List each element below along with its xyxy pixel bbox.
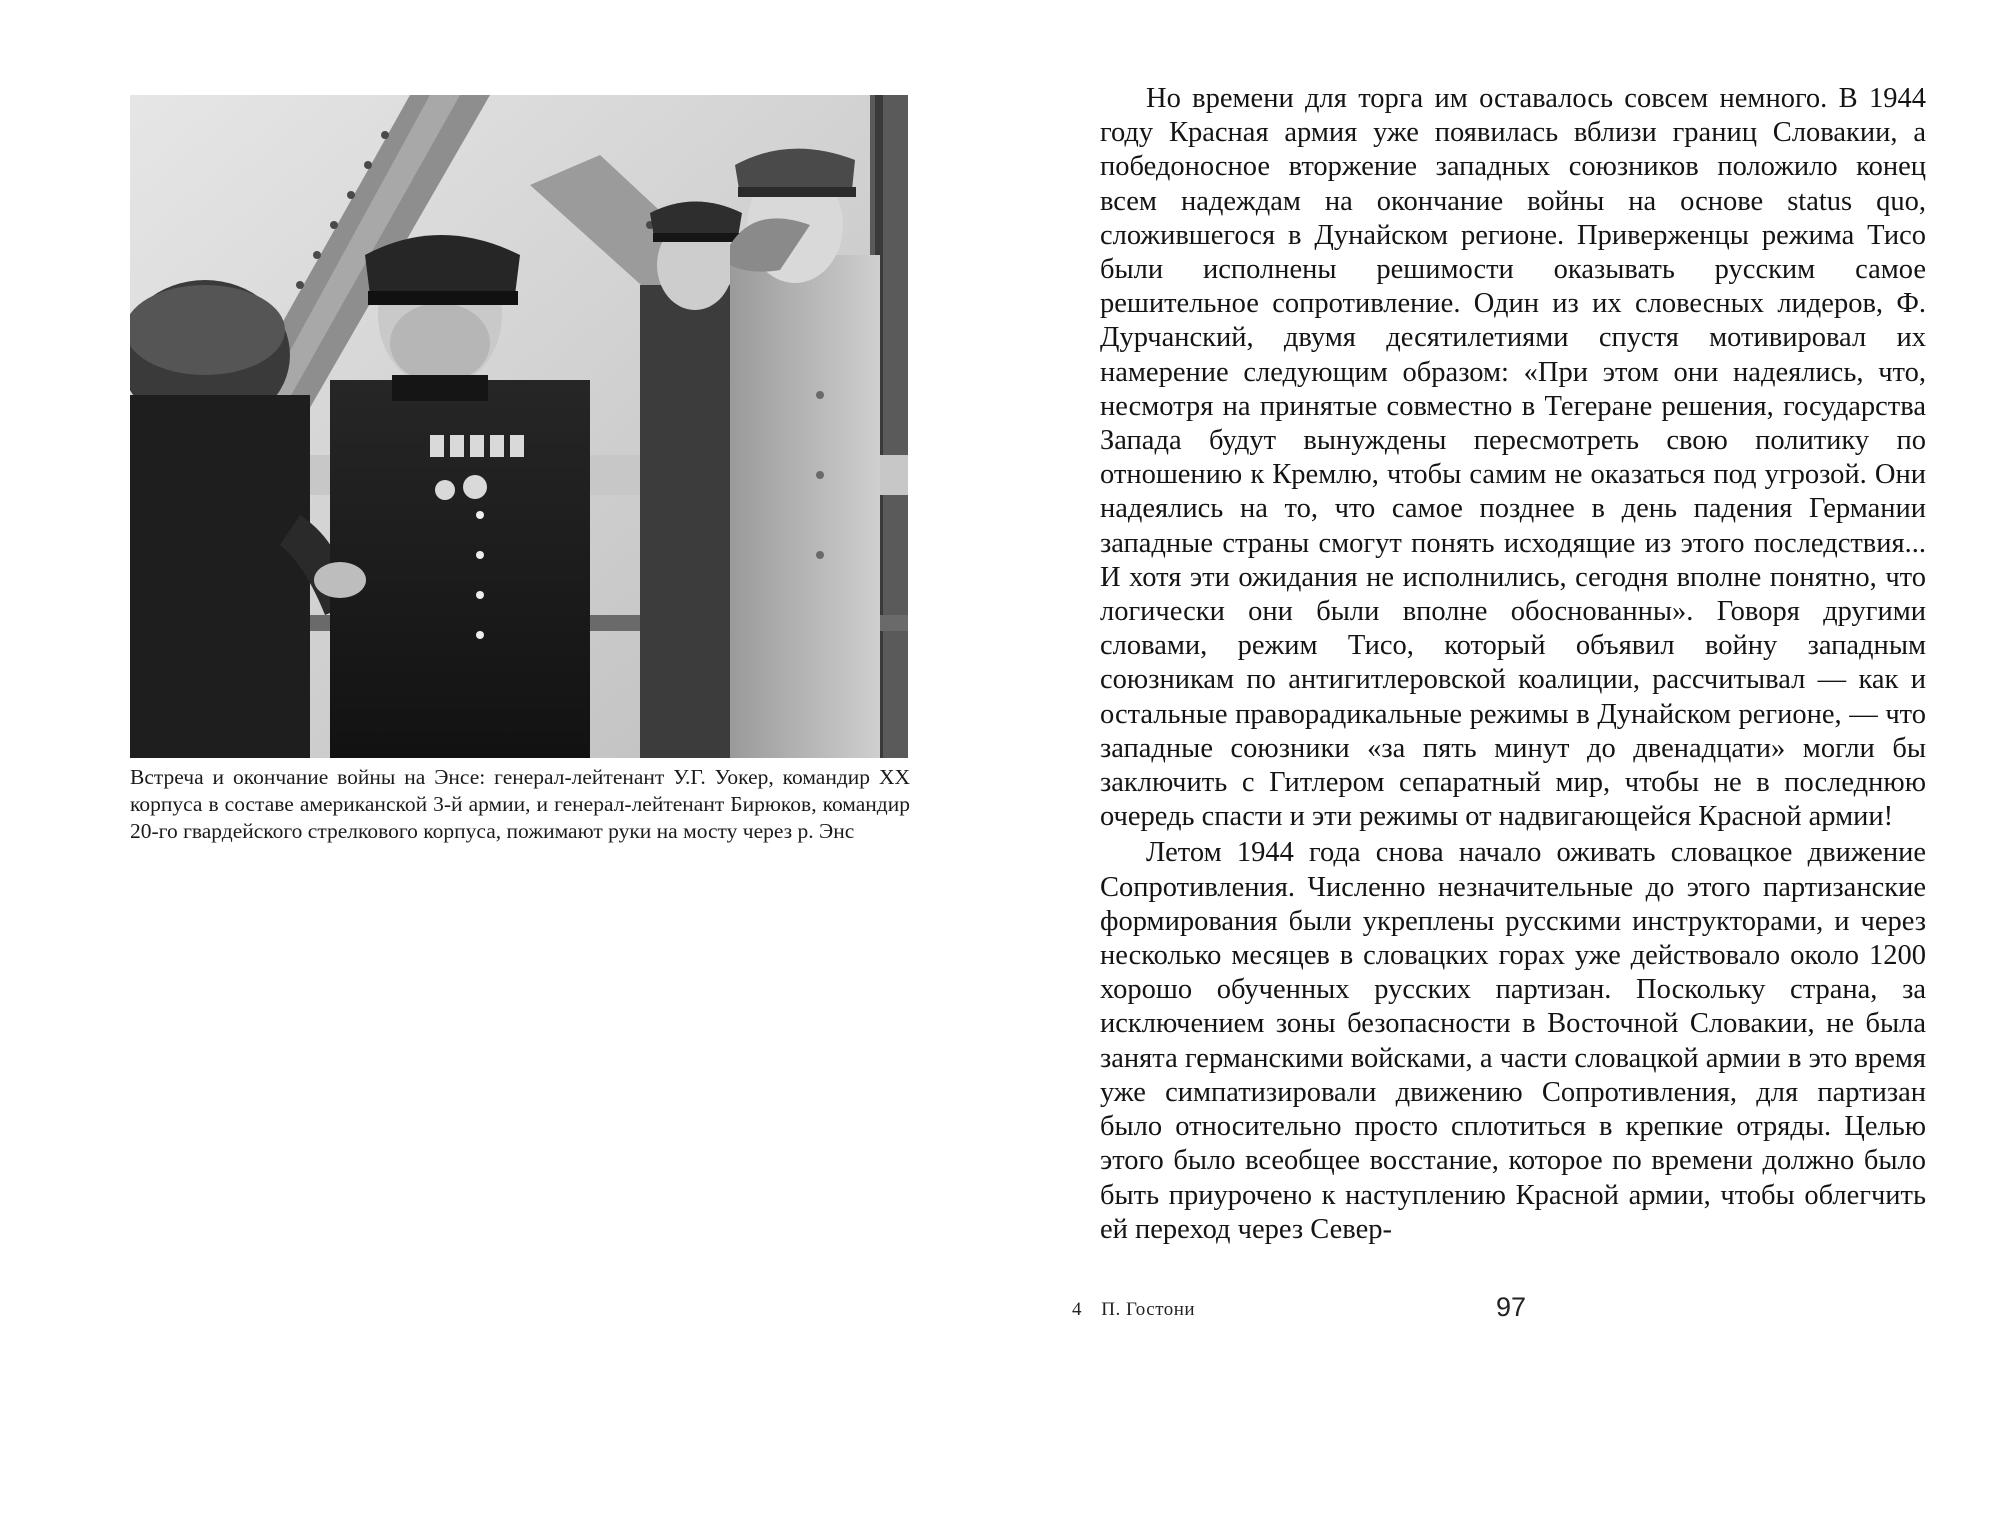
paragraph: Летом 1944 года снова начало оживать словацкое движение Сопротивления. Численно незначительные до этого партизанские формирования были укреплены русскими инструкторами, и через несколько месяцев в словацких горах уже действовало около 1200 хорошо обученных русских партизан. Поскольку страна, за исключением зоны безопасности в Восточной Словакии, не была занята германскими войсками, а части словацкой армии в это время уже симпатизировали движению Сопротивления, для партизан было относительно просто сплотиться в крепкие отряды. Целью этого было всеобщее восстание, которое по времени должно было быть приурочено к наступлению Красной армии, чтобы облегчить ей переход через Север- xyxy=(1100,837,1926,1245)
right-page xyxy=(1000,0,2000,1539)
signature-author: П. Гостони xyxy=(1101,1299,1196,1320)
page-number: 97 xyxy=(1496,1292,1527,1322)
body-text xyxy=(1100,82,1926,1247)
photo-caption: Встреча и окончание войны на Энсе: генерал-лейтенант У.Г. Уокер, командир XX корпуса в составе американской 3-й армии, и генерал-лейтенант Бирюков, командир 20-го гвардейского стрелкового корпуса, пожимают руки на мосту через р. Энс xyxy=(130,765,910,843)
printer-signature xyxy=(1072,1299,1195,1321)
historical-photo xyxy=(130,95,908,758)
paragraph: Но времени для торга им оставалось совсем немного. В 1944 году Красная армия уже появилась вблизи границ Словакии, а победоносное вторжение западных союзников положило конец всем надеждам на окончание войны на основе status quo, сложившегося в Дунайском регионе. Приверженцы режима Тисо были исполнены решимости оказывать русским самое решительное сопротивление. Один из их словесных лидеров, Ф. Дурчанский, двумя десятилетиями спустя мотивировал их намерение следующим образом: «При этом они надеялись, что, несмотря на принятые совместно в Тегеране решения, государства Запада будут вынуждены пересмотреть свою политику по отношению к Кремлю, чтобы самим не оказаться под угрозой. Они надеялись на то, что самое позднее в день падения Германии западные страны смогут понять исходящие из этого последствия... И хотя эти ожидания не исполнились, сегодня вполне понятно, что логически они были вполне обоснованны». Говоря другими словами, режим Тисо, который объявил войну западным союзникам по антигитлеровской коалиции, рассчитывал — как и остальные праворадикальные режимы в Дунайском регионе, — что западные союзники «за пять минут до двенадцати» могли бы заключить с Гитлером сепаратный мир, чтобы не в последнюю очередь спасти и эти режимы от надвигающейся Красной армии! xyxy=(1100,83,1926,833)
signature-number: 4 xyxy=(1072,1299,1082,1320)
photo-illustration xyxy=(130,95,908,758)
